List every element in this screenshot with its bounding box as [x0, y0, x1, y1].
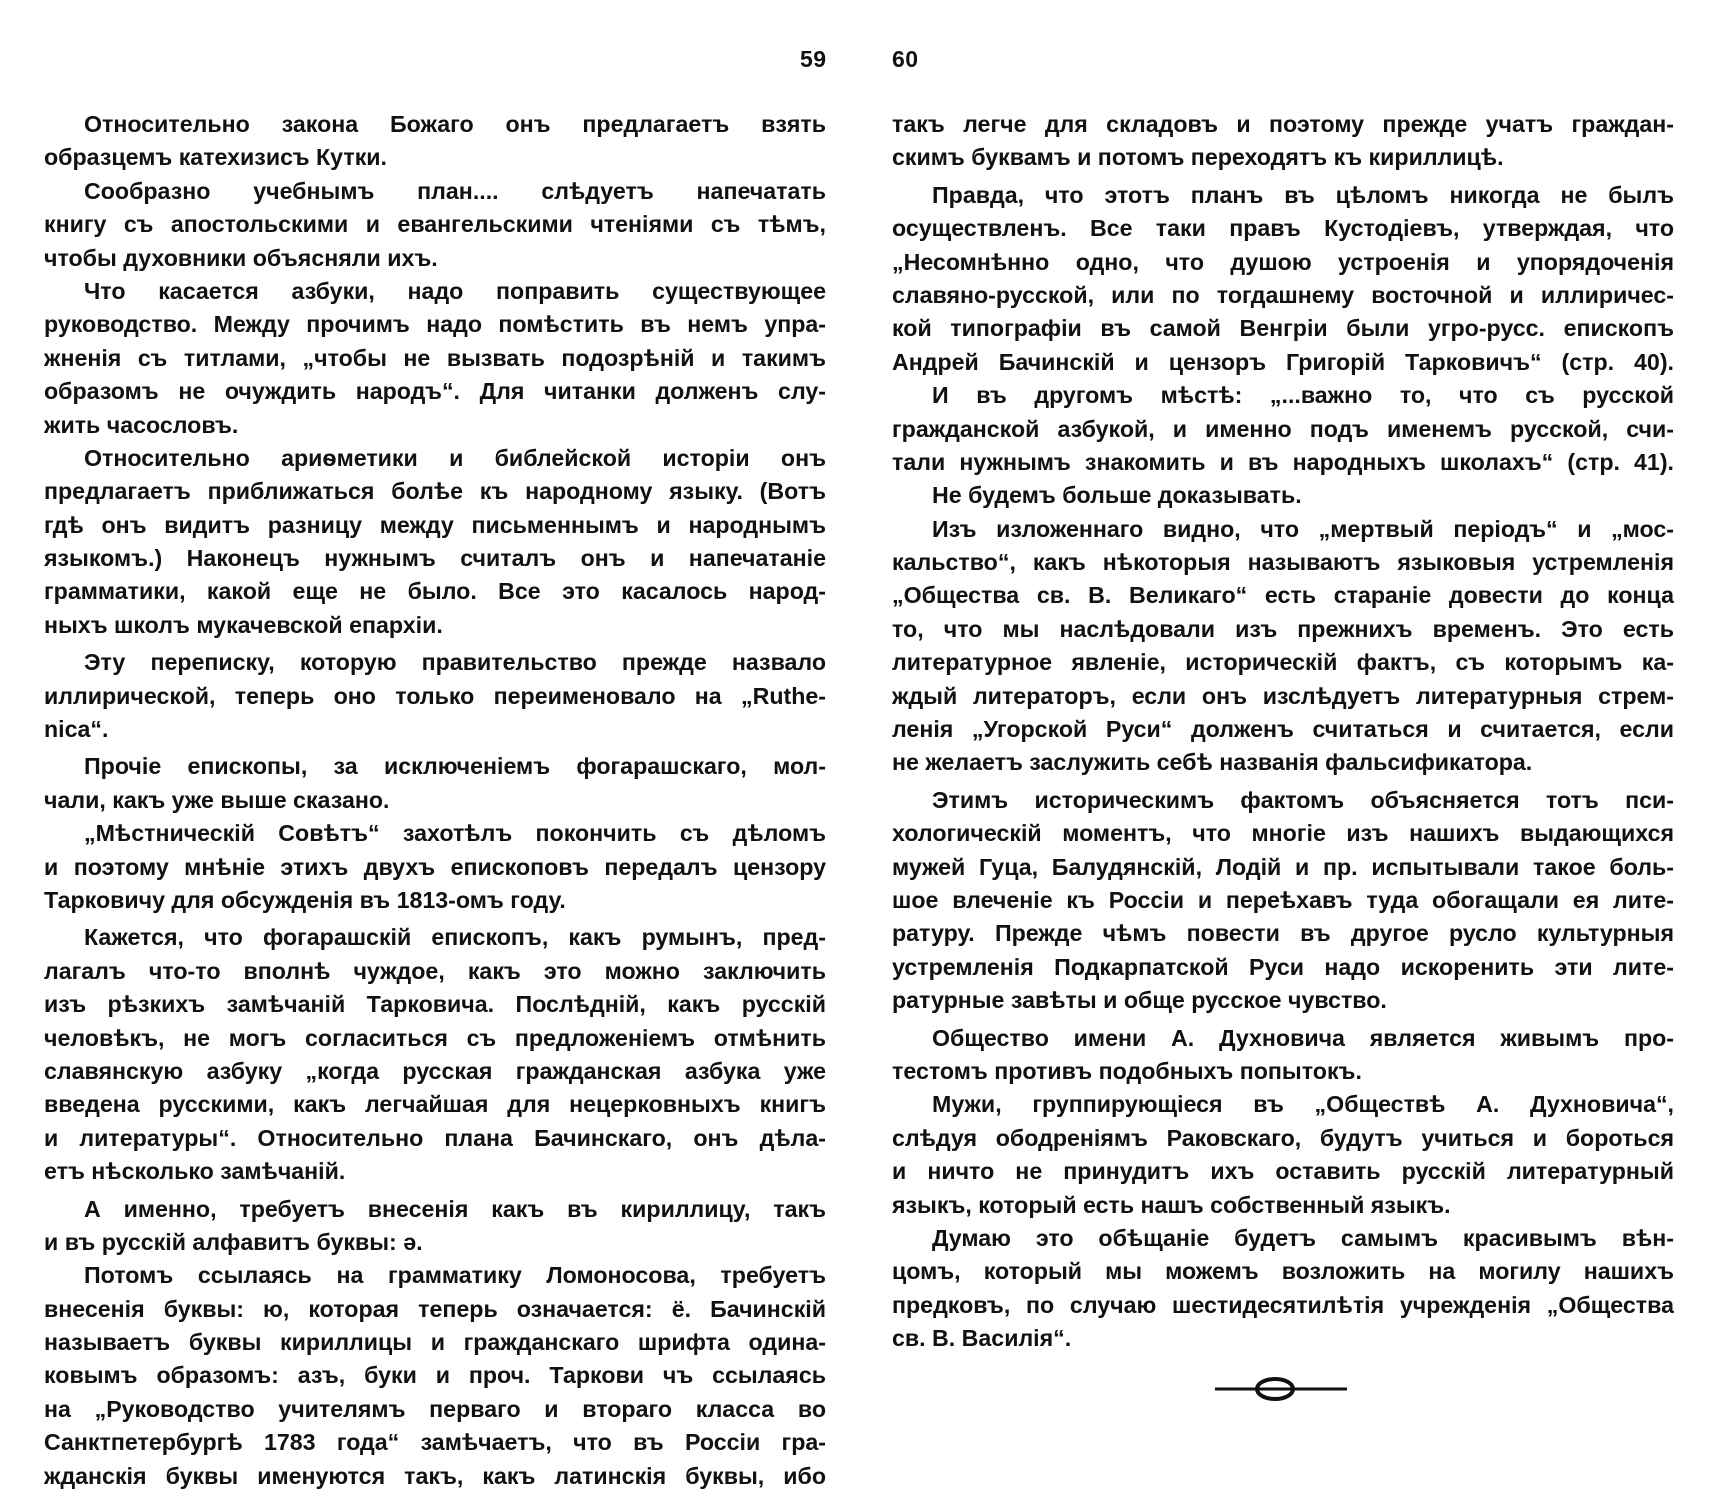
text-line: устремленія Подкарпатской Руси надо искоренить эти лите-: [892, 953, 1674, 980]
text-line: ратуру. Прежде чѣмъ повести въ другое русло культурныя: [892, 920, 1674, 947]
text-line: гдѣ онъ видитъ разницу между письменнымъ и народнымъ: [44, 511, 826, 538]
text-line: Санктпетербургѣ 1783 года“ замѣчаетъ, что въ Россіи гра-: [44, 1429, 826, 1456]
text-line: А именно, требуетъ внесенія какъ въ кириллицу, такъ: [84, 1195, 826, 1222]
text-line: предлагаетъ приближаться болѣе къ народному языку. (Вотъ: [44, 478, 826, 505]
text-line: на „Руководство учителямъ перваго и втораго класса во: [44, 1395, 826, 1422]
text-line: Мужи, группирующіеся въ „Обществѣ А. Духновича“,: [932, 1091, 1674, 1118]
text-line: „Общества св. В. Великаго“ есть стараніе довести до конца: [892, 582, 1674, 609]
text-line: ленія „Угорской Руси“ долженъ считаться и считается, если: [892, 716, 1674, 743]
text-line: nica“.: [44, 716, 109, 743]
text-line: образомъ не очуждить народъ“. Для читанки долженъ слу-: [44, 378, 826, 405]
text-line: книгу съ апостольскими и евангельскими чтеніями съ тѣмъ,: [44, 211, 826, 238]
text-line: Что касается азбуки, надо поправить существующее: [84, 277, 826, 304]
text-line: И въ другомъ мѣстѣ: „...важно то, что съ русской: [932, 382, 1674, 409]
text-line: тестомъ противъ подобныхъ попытокъ.: [892, 1057, 1362, 1084]
text-line: Изъ изложеннаго видно, что „мертвый періодъ“ и „мос-: [932, 515, 1674, 542]
text-line: гражданской азбукой, и именно подъ именемъ русской, счи-: [892, 415, 1674, 442]
text-line: не желаетъ заслужить себѣ названія фальсификатора.: [892, 749, 1533, 776]
text-line: хологическій моментъ, что многіе изъ нашихъ выдающихся: [892, 820, 1674, 847]
text-line: Андрей Бачинскій и цензоръ Григорій Тарковичъ“ (стр. 40).: [892, 348, 1674, 375]
text-line: и ничто не принудитъ ихъ оставить русскій литературный: [892, 1158, 1674, 1185]
text-line: Правда, что этотъ планъ въ цѣломъ никогда не былъ: [932, 181, 1674, 208]
text-line: и поэтому мнѣніе этихъ двухъ епископовъ передалъ цензору: [44, 853, 826, 880]
text-line: „Несомнѣнно одно, что душою устроенія и упорядоченія: [892, 248, 1674, 275]
ornament-divider-icon: [1215, 1374, 1347, 1404]
text-line: языкомъ.) Наконецъ нужнымъ считалъ онъ и напечатаніе: [44, 545, 826, 572]
text-line: жданскія буквы именуются такъ, какъ латинскія буквы, ибо: [44, 1462, 826, 1489]
text-line: цомъ, который мы можемъ возложить на могилу нашихъ: [892, 1258, 1674, 1285]
text-line: называетъ буквы кириллицы и гражданскаго шрифта одина-: [44, 1329, 826, 1356]
text-line: скимъ буквамъ и потомъ переходятъ къ кириллицѣ.: [892, 144, 1504, 171]
text-line: Этимъ историческимъ фактомъ объясняется тотъ пси-: [932, 786, 1674, 813]
text-line: св. В. Василія“.: [892, 1325, 1072, 1352]
text-line: Сообразно учебнымъ план.... слѣдуетъ напечатать: [84, 177, 826, 204]
text-line: грамматики, какой еще не было. Все это касалось народ-: [44, 578, 826, 605]
text-line: Тарковичу для обсужденія въ 1813-омъ году.: [44, 886, 566, 913]
text-line: Эту переписку, которую правительство прежде назвало: [84, 649, 826, 676]
text-line: внесенія буквы: ю, которая теперь означается: ё. Бачинскій: [44, 1295, 826, 1322]
text-line: Общество имени А. Духновича является живымъ про-: [932, 1024, 1674, 1051]
text-line: литературное явленіе, историческій фактъ, съ которымъ ка-: [892, 649, 1674, 676]
text-line: етъ нѣсколько замѣчаній.: [44, 1158, 346, 1185]
text-line: ждый литераторъ, если онъ изслѣдуетъ литературныя стрем-: [892, 682, 1674, 709]
text-line: славянскую азбуку „когда русская гражданская азбука уже: [44, 1057, 826, 1084]
page-number-left: 59: [800, 46, 827, 72]
text-line: человѣкъ, не могъ согласиться съ предложеніемъ отмѣнить: [44, 1024, 826, 1051]
text-line: осуществленъ. Все таки правъ Кустодіевъ, утверждая, что: [892, 215, 1674, 242]
text-line: Прочіе епископы, за исключеніемъ фогарашскаго, мол-: [84, 753, 826, 780]
text-line: ныхъ школъ мукачевской епархіи.: [44, 611, 443, 638]
text-line: Относительно закона Божаго онъ предлагаетъ взять: [84, 111, 826, 137]
text-line: и въ русскій алфавитъ буквы: ә.: [44, 1228, 423, 1255]
text-line: славяно-русской, или по тогдашнему восточной и иллиричес-: [892, 281, 1674, 308]
text-line: ковымъ образомъ: азъ, буки и проч. Таркови чъ ссылаясь: [44, 1362, 826, 1389]
text-line: ратурные завѣты и обще русское чувство.: [892, 987, 1387, 1014]
right-page-text: [892, 108, 1674, 1355]
text-line: предковъ, по случаю шестидесятилѣтія учрежденія „Общества: [892, 1291, 1674, 1318]
text-line: шое влеченіе къ Россіи и переѣхавъ туда обогащали ея лите-: [892, 886, 1674, 913]
text-line: „Мѣстническій Совѣтъ“ захотѣлъ покончить съ дѣломъ: [84, 820, 826, 847]
text-line: иллирической, теперь оно только переименовало на „Ruthe-: [44, 682, 826, 709]
text-line: жить часословъ.: [44, 411, 239, 438]
text-line: тали нужнымъ знакомить и въ народныхъ школахъ“ (стр. 41).: [892, 448, 1674, 475]
text-line: руководство. Между прочимъ надо помѣстить въ немъ упра-: [44, 311, 826, 338]
text-line: жненія съ титлами, „чтобы не вызвать подозрѣній и такимъ: [44, 344, 826, 371]
text-line: слѣдуя ободреніямъ Раковскаго, будутъ учиться и бороться: [892, 1124, 1674, 1151]
text-line: языкъ, который есть нашъ собственный языкъ.: [892, 1191, 1451, 1218]
text-line: чали, какъ уже выше сказано.: [44, 786, 390, 813]
text-line: Относительно ариѳметики и библейской исторіи онъ: [84, 444, 826, 471]
text-line: такъ легче для складовъ и поэтому прежде учатъ граждан-: [892, 111, 1674, 137]
text-line: кой типографіи въ самой Венгріи были угро-русс. епископъ: [892, 315, 1674, 342]
text-line: и литературы“. Относительно плана Бачинскаго, онъ дѣла-: [44, 1124, 826, 1151]
text-line: введена русскими, какъ легчайшая для нецерковныхъ книгъ: [44, 1091, 826, 1118]
page-number-right: 60: [892, 46, 919, 72]
text-line: лагалъ что-то вполнѣ чуждое, какъ это можно заключить: [44, 957, 826, 984]
text-line: Потомъ ссылаясь на грамматику Ломоносова, требуетъ: [84, 1262, 826, 1289]
text-line: изъ рѣзкихъ замѣчаній Тарковича. Послѣдній, какъ русскій: [44, 991, 826, 1018]
text-line: кальство“, какъ нѣкоторыя называютъ языковыя устремленія: [892, 549, 1674, 576]
text-line: мужей Гуца, Балудянскій, Лодій и пр. испытывали такое боль-: [892, 853, 1674, 880]
text-line: то, что мы наслѣдовали изъ прежнихъ временъ. Это есть: [892, 615, 1674, 642]
text-line: Не будемъ больше доказывать.: [932, 482, 1302, 509]
text-line: Кажется, что фогарашскій епископъ, какъ румынъ, пред-: [84, 924, 826, 951]
text-line: чтобы духовники объясняли ихъ.: [44, 244, 438, 271]
text-line: образцемъ катехизисъ Кутки.: [44, 144, 388, 171]
text-line: Думаю это обѣщаніе будетъ самымъ красивымъ вѣн-: [932, 1224, 1674, 1251]
left-page-text: [44, 108, 826, 1493]
